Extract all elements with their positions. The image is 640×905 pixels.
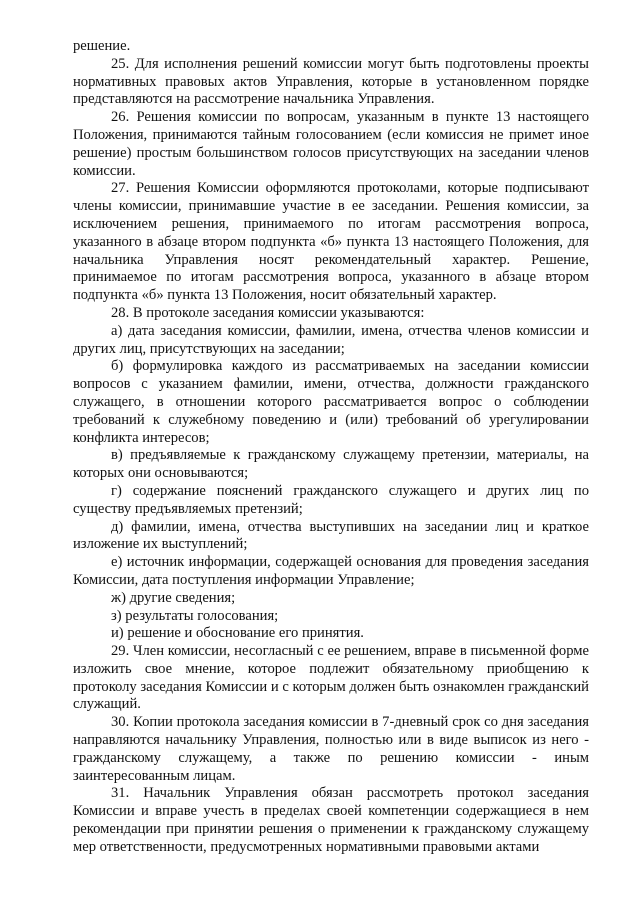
- subitem-v: в) предъявляемые к гражданскому служащему претензии, материалы, на которых они основываются;: [73, 447, 589, 482]
- paragraph-item-29: 29. Член комиссии, несогласный с ее решением, вправе в письменной форме изложить свое мнение, которое подлежит обязательному приобщению к протоколу заседания Комиссии и с которым должен быть ознакомлен гражданский служащий.: [73, 643, 589, 713]
- document-page: [73, 38, 589, 857]
- subitem-d: д) фамилии, имена, отчества выступивших на заседании лиц и краткое изложение их выступлений;: [73, 518, 589, 553]
- paragraph-continuation: решение.: [73, 38, 131, 54]
- subitem-b: б) формулировка каждого из рассматриваемых на заседании комиссии вопросов с указанием фамилии, имени, отчества, должности гражданского служащего, в отношении которого рассматривается вопрос о соблюдении требований к служебному поведению и (или) требований об урегулировании конфликта интересов;: [73, 358, 589, 446]
- subitem-zh: ж) другие сведения;: [111, 589, 236, 606]
- paragraph-item-31: 31. Начальник Управления обязан рассмотреть протокол заседания Комиссии и вправе учесть в пределах своей компетенции содержащиеся в нем рекомендации при принятии решения о применении к гражданскому служащему мер ответственности, предусмотренных нормативными правовыми актами: [73, 785, 589, 855]
- paragraph-item-28: 28. В протоколе заседания комиссии указываются:: [111, 304, 425, 321]
- paragraph-item-25: 25. Для исполнения решений комиссии могут быть подготовлены проекты нормативных правовых актов Управления, которые в установленном порядке представляются на рассмотрение начальника Управления.: [73, 55, 589, 108]
- subitem-g: г) содержание пояснений гражданского служащего и других лиц по существу предъявляемых претензий;: [73, 482, 589, 517]
- paragraph-item-27: 27. Решения Комиссии оформляются протоколами, которые подписывают члены комиссии, принимавшие участие в ее заседании. Решения комиссии, за исключением решения, принимаемого по итогам рассмотрения вопроса, указанного в абзаце втором подпункта «б» пункта 13 настоящего Положения, для начальника Управления носят рекомендательный характер. Решение, принимаемое по итогам рассмотрения вопроса, указанного в абзаце втором подпункта «б» пункта 13 Положения, носит обязательный характер.: [73, 180, 589, 304]
- paragraph-item-26: 26. Решения комиссии по вопросам, указанным в пункте 13 настоящего Положения, принимаются тайным голосованием (если комиссия не примет иное решение) простым большинством голосов присутствующих на заседании членов комиссии.: [73, 109, 589, 179]
- paragraph-item-30: 30. Копии протокола заседания комиссии в 7-дневный срок со дня заседания направляются начальнику Управления, полностью или в виде выписок из него - гражданскому служащему, а также по решению комиссии - иным заинтересованным лицам.: [73, 714, 589, 784]
- subitem-z: з) результаты голосования;: [111, 607, 279, 624]
- subitem-i: и) решение и обоснование его принятия.: [111, 625, 364, 642]
- subitem-a: а) дата заседания комиссии, фамилии, имена, отчества членов комиссии и других лиц, присутствующих на заседании;: [73, 322, 589, 357]
- subitem-e: е) источник информации, содержащей основания для проведения заседания Комиссии, дата поступления информации Управление;: [73, 554, 589, 588]
